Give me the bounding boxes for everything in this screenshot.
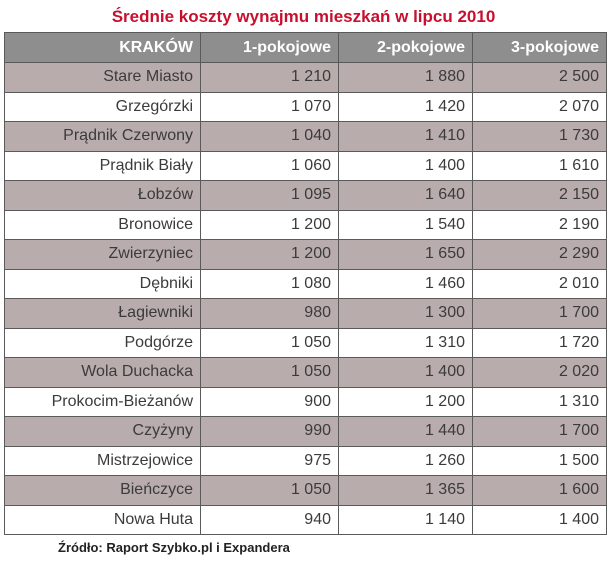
- header-city: KRAKÓW: [5, 33, 201, 63]
- price-1-room-cell: 1 200: [201, 240, 339, 270]
- district-cell: Zwierzyniec: [5, 240, 201, 270]
- price-2-room-cell: 1 400: [339, 151, 473, 181]
- table-row: [5, 122, 607, 152]
- district-cell: Podgórze: [5, 328, 201, 358]
- table-row: [5, 151, 607, 181]
- district-cell: Prądnik Czerwony: [5, 122, 201, 152]
- district-cell: Wola Duchacka: [5, 358, 201, 388]
- table-header-row: [5, 33, 607, 63]
- price-3-room-cell: 2 010: [473, 269, 607, 299]
- price-2-room-cell: 1 365: [339, 476, 473, 506]
- price-1-room-cell: 1 095: [201, 181, 339, 211]
- price-2-room-cell: 1 300: [339, 299, 473, 329]
- price-1-room-cell: 1 060: [201, 151, 339, 181]
- price-3-room-cell: 1 610: [473, 151, 607, 181]
- district-cell: Nowa Huta: [5, 505, 201, 535]
- district-cell: Prokocim-Bieżanów: [5, 387, 201, 417]
- price-2-room-cell: 1 460: [339, 269, 473, 299]
- price-1-room-cell: 990: [201, 417, 339, 447]
- price-1-room-cell: 1 070: [201, 92, 339, 122]
- price-3-room-cell: 1 700: [473, 417, 607, 447]
- price-3-room-cell: 2 150: [473, 181, 607, 211]
- price-1-room-cell: 975: [201, 446, 339, 476]
- price-1-room-cell: 940: [201, 505, 339, 535]
- table-row: [5, 505, 607, 535]
- price-3-room-cell: 2 020: [473, 358, 607, 388]
- district-cell: Prądnik Biały: [5, 151, 201, 181]
- price-2-room-cell: 1 310: [339, 328, 473, 358]
- price-3-room-cell: 1 400: [473, 505, 607, 535]
- price-3-room-cell: 1 310: [473, 387, 607, 417]
- page-title: Średnie koszty wynajmu mieszkań w lipcu 2010: [111, 7, 496, 26]
- rent-cost-table: [4, 32, 607, 535]
- table-row: [5, 240, 607, 270]
- price-2-room-cell: 1 260: [339, 446, 473, 476]
- district-cell: Czyżyny: [5, 417, 201, 447]
- table-row: [5, 299, 607, 329]
- price-2-room-cell: 1 420: [339, 92, 473, 122]
- district-cell: Stare Miasto: [5, 63, 201, 93]
- price-3-room-cell: 2 290: [473, 240, 607, 270]
- price-2-room-cell: 1 400: [339, 358, 473, 388]
- price-1-room-cell: 1 200: [201, 210, 339, 240]
- table-row: [5, 63, 607, 93]
- price-3-room-cell: 1 720: [473, 328, 607, 358]
- price-2-room-cell: 1 540: [339, 210, 473, 240]
- price-1-room-cell: 1 050: [201, 358, 339, 388]
- table-row: [5, 446, 607, 476]
- table-row: [5, 476, 607, 506]
- table-row: [5, 387, 607, 417]
- district-cell: Bieńczyce: [5, 476, 201, 506]
- table-row: [5, 92, 607, 122]
- district-cell: Dębniki: [5, 269, 201, 299]
- price-3-room-cell: 2 500: [473, 63, 607, 93]
- price-1-room-cell: 1 050: [201, 328, 339, 358]
- price-1-room-cell: 1 210: [201, 63, 339, 93]
- price-2-room-cell: 1 640: [339, 181, 473, 211]
- district-cell: Łobzów: [5, 181, 201, 211]
- price-1-room-cell: 1 050: [201, 476, 339, 506]
- price-1-room-cell: 980: [201, 299, 339, 329]
- table-row: [5, 210, 607, 240]
- district-cell: Bronowice: [5, 210, 201, 240]
- district-cell: Mistrzejowice: [5, 446, 201, 476]
- header-1-room: 1-pokojowe: [201, 33, 339, 63]
- price-3-room-cell: 2 070: [473, 92, 607, 122]
- table-row: [5, 181, 607, 211]
- price-1-room-cell: 1 080: [201, 269, 339, 299]
- source-note: Źródło: Raport Szybko.pl i Expandera: [58, 540, 290, 555]
- price-2-room-cell: 1 650: [339, 240, 473, 270]
- table-row: [5, 269, 607, 299]
- table-row: [5, 328, 607, 358]
- header-3-room: 3-pokojowe: [473, 33, 607, 63]
- district-cell: Łagiewniki: [5, 299, 201, 329]
- price-1-room-cell: 1 040: [201, 122, 339, 152]
- price-2-room-cell: 1 200: [339, 387, 473, 417]
- table-row: [5, 358, 607, 388]
- price-2-room-cell: 1 880: [339, 63, 473, 93]
- price-2-room-cell: 1 410: [339, 122, 473, 152]
- price-3-room-cell: 2 190: [473, 210, 607, 240]
- price-3-room-cell: 1 730: [473, 122, 607, 152]
- district-cell: Grzegórzki: [5, 92, 201, 122]
- header-2-room: 2-pokojowe: [339, 33, 473, 63]
- price-3-room-cell: 1 600: [473, 476, 607, 506]
- price-3-room-cell: 1 700: [473, 299, 607, 329]
- price-2-room-cell: 1 140: [339, 505, 473, 535]
- table-row: [5, 417, 607, 447]
- price-2-room-cell: 1 440: [339, 417, 473, 447]
- price-3-room-cell: 1 500: [473, 446, 607, 476]
- table-body: [5, 63, 607, 535]
- price-1-room-cell: 900: [201, 387, 339, 417]
